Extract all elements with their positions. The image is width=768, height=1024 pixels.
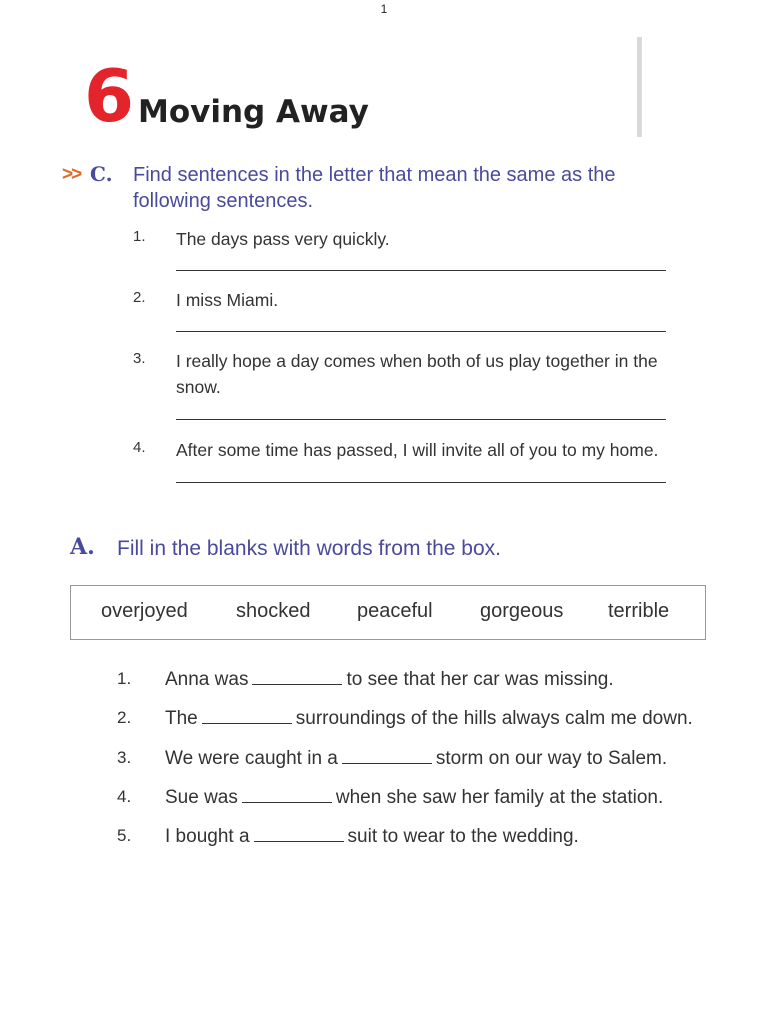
c-item-text: The days pass very quickly. xyxy=(176,229,390,249)
answer-line[interactable] xyxy=(176,482,666,483)
c-item-number: 4. xyxy=(133,439,146,456)
page-number: 1 xyxy=(380,2,388,16)
blank-field[interactable] xyxy=(202,709,292,724)
section-marker: >> xyxy=(62,164,81,185)
answer-line[interactable] xyxy=(176,270,666,271)
c-item-text: After some time has passed, I will invite all of you to my home. xyxy=(176,440,659,460)
c-item-number: 3. xyxy=(133,350,146,367)
a-item xyxy=(117,667,737,697)
blank-field[interactable] xyxy=(254,827,344,842)
unit-title: Moving Away xyxy=(138,94,369,130)
margin-bar xyxy=(637,37,642,137)
a-item xyxy=(117,785,737,815)
a-item-sentence xyxy=(165,824,579,850)
blank-field[interactable] xyxy=(242,788,332,803)
c-item-number: 2. xyxy=(133,289,146,306)
word-option: terrible xyxy=(608,600,670,622)
sentence-end: surroundings of the hills always calm me down. xyxy=(295,708,693,729)
a-item-sentence xyxy=(165,785,663,811)
word-option: overjoyed xyxy=(101,600,188,622)
sentence-start: Sue was xyxy=(165,787,238,808)
a-item-sentence xyxy=(165,667,614,693)
sentence-end: to see that her car was missing. xyxy=(346,669,614,690)
c-item-number: 1. xyxy=(133,228,146,245)
sentence-start: We were caught in a xyxy=(165,748,338,769)
section-a-instruction: Fill in the blanks with words from the box. xyxy=(117,537,501,560)
sentence-start: I bought a xyxy=(165,826,250,847)
a-item-number: 2. xyxy=(117,708,132,727)
a-item-number: 3. xyxy=(117,748,132,767)
a-item xyxy=(117,824,737,854)
sentence-end: when she saw her family at the station. xyxy=(335,787,664,808)
sentence-end: suit to wear to the wedding. xyxy=(347,826,579,847)
a-item-number: 4. xyxy=(117,787,132,806)
section-c-letter: C. xyxy=(90,162,113,186)
a-item-number: 5. xyxy=(117,826,132,845)
sentence-start: The xyxy=(165,708,198,729)
word-box xyxy=(70,585,706,640)
a-item xyxy=(117,706,737,736)
blank-field[interactable] xyxy=(342,749,432,764)
blank-field[interactable] xyxy=(252,670,342,685)
answer-line[interactable] xyxy=(176,419,666,420)
sentence-end: storm on our way to Salem. xyxy=(435,748,668,769)
a-item-number: 1. xyxy=(117,669,132,688)
a-item-sentence xyxy=(165,706,693,732)
c-item-text: I miss Miami. xyxy=(176,290,279,310)
answer-line[interactable] xyxy=(176,331,666,332)
section-a-letter: A. xyxy=(70,534,95,560)
a-item xyxy=(117,746,737,776)
c-item-text: I really hope a day comes when both of us play together in the snow. xyxy=(176,351,658,397)
a-item-sentence xyxy=(165,746,667,772)
word-option: gorgeous xyxy=(480,600,564,622)
word-option: peaceful xyxy=(357,600,433,622)
unit-number: 6 xyxy=(84,54,135,138)
sentence-start: Anna was xyxy=(165,669,249,690)
word-option: shocked xyxy=(236,600,311,622)
section-c-instruction: Find sentences in the letter that mean the same as the following sentences. xyxy=(133,164,616,212)
